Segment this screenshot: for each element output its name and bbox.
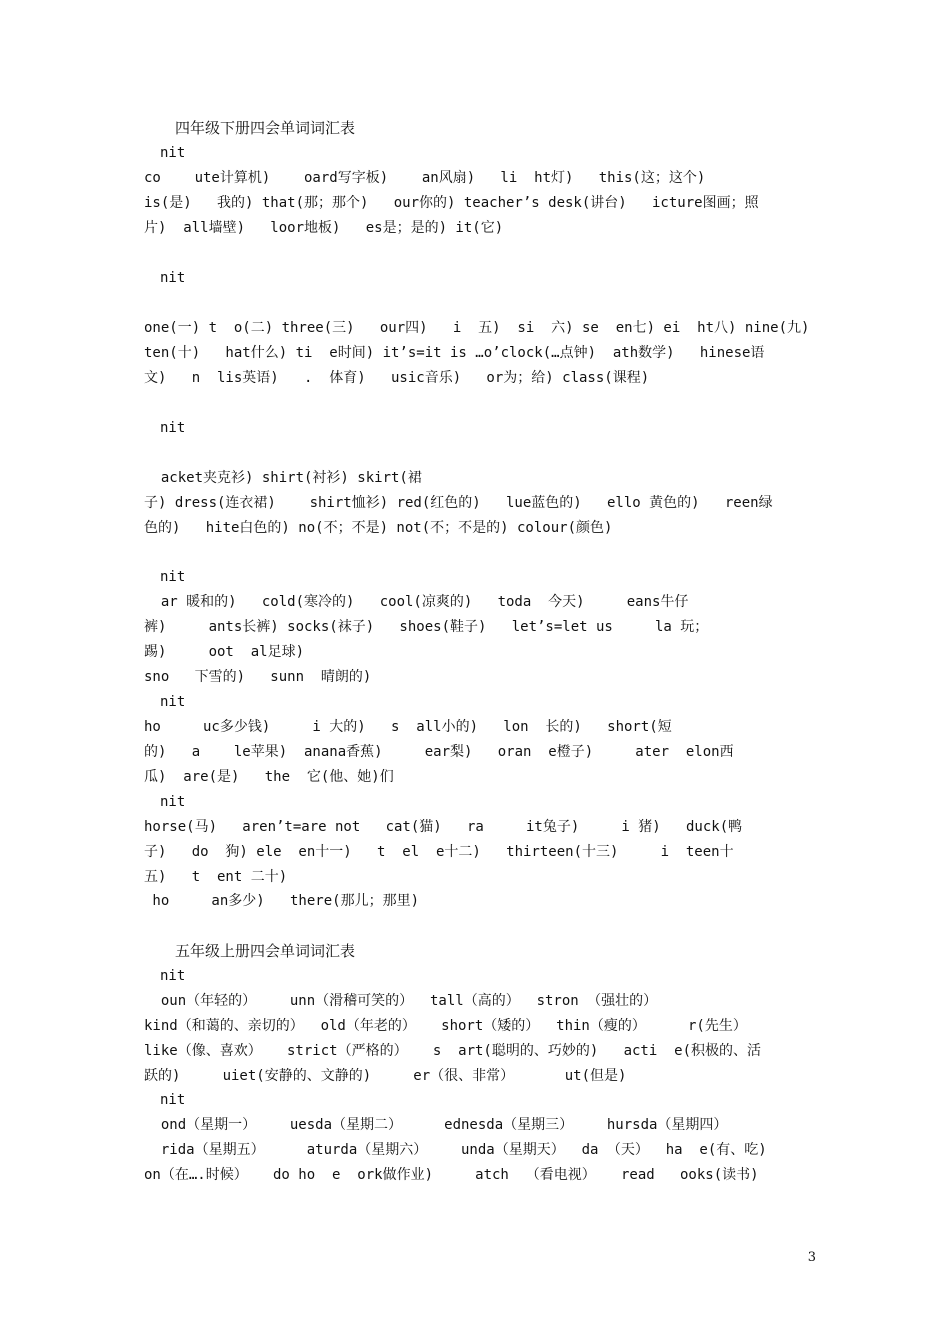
- vocab-line: 文) n lis英语) . 体育) usic音乐) or为；给) class(课程): [144, 370, 650, 386]
- vocab-line: 五) t ent 二十): [144, 869, 288, 885]
- unit-label: nit: [160, 569, 186, 585]
- unit-label: nit: [160, 794, 186, 810]
- unit-label: nit: [160, 968, 186, 984]
- vocab-line: 跃的) uiet(安静的、文静的) er（很、非常） ut(但是): [144, 1068, 627, 1084]
- unit-label: nit: [160, 270, 186, 286]
- vocab-line: 子) do 狗) ele en十一) t el e十二) thirteen(十三) i teen十: [144, 844, 734, 860]
- vocab-line: co ute计算机) oard写字板) an风扇) li ht灯) this(这；这个): [144, 170, 706, 186]
- vocab-line: ten(十) hat什么) ti e时间) it’s=it is …o’clock(…点钟) ath数学) hinese语: [144, 345, 765, 361]
- vocab-line: horse(马) aren’t=are not cat(猫) ra it兔子) i 猪) duck(鸭: [144, 819, 743, 835]
- vocab-line: like（像、喜欢） strict（严格的） s art(聪明的、巧妙的) acti e(积极的、活: [144, 1043, 762, 1059]
- vocab-line: oun（年轻的） unn（滑稽可笑的） tall（高的） stron （强壮的）: [144, 993, 658, 1009]
- unit-label: nit: [160, 1092, 186, 1108]
- vocab-line: rida（星期五） aturda（星期六） unda（星期天） da （天） ha e(有、吃): [144, 1142, 767, 1158]
- vocab-line: sno 下雪的) sunn 晴朗的): [144, 669, 372, 685]
- grade5-heading: 五年级上册四会单词词汇表: [175, 942, 356, 960]
- vocab-line: 裤) ants长裤) socks(袜子) shoes(鞋子) let’s=let us la 玩；: [144, 619, 709, 635]
- vocab-line: 踢) oot al足球): [144, 644, 305, 660]
- vocab-line: ond（星期一） uesda（星期二） ednesda（星期三） hursda（星期四）: [144, 1117, 728, 1133]
- page-number: 3: [807, 1250, 816, 1265]
- vocab-line: acket夹克衫) shirt(衬衫) skirt(裙: [144, 470, 422, 486]
- vocab-line: is(是) 我的) that(那；那个) our你的) teacher’s desk(讲台) icture图画；照: [144, 195, 759, 211]
- vocab-line: 瓜) are(是) the 它(他、她)们: [144, 769, 394, 785]
- vocab-line: 子) dress(连衣裙) shirt恤衫) red(红色的) lue蓝色的) ello 黄色的) reen绿: [144, 495, 773, 511]
- vocab-line: kind（和蔼的、亲切的） old（年老的） short（矮的） thin（瘦的） r(先生）: [144, 1018, 747, 1034]
- vocab-line: ho an多少) there(那儿；那里): [144, 893, 420, 909]
- vocab-line: one(一) t o(二) three(三) our四) i 五) si 六) se en七) ei ht八) nine(九): [144, 320, 810, 336]
- vocab-line: 的) a le苹果) anana香蕉) ear梨) oran e橙子) ater elon西: [144, 744, 734, 760]
- unit-label: nit: [160, 694, 186, 710]
- vocab-line: 色的) hite白色的) no(不；不是) not(不；不是的) colour(颜色): [144, 520, 613, 536]
- vocab-line: on（在….时候） do ho e ork做作业) atch （看电视） read ooks(读书): [144, 1167, 759, 1183]
- unit-label: nit: [160, 420, 186, 436]
- vocab-line: ar 暖和的) cold(寒冷的) cool(凉爽的) toda 今天) eans牛仔: [144, 594, 689, 610]
- grade4-heading: 四年级下册四会单词词汇表: [175, 119, 356, 137]
- unit-label: nit: [160, 145, 186, 161]
- vocab-line: ho uc多少钱) i 大的) s all小的) lon 长的) short(短: [144, 719, 672, 735]
- vocab-line: 片) all墙壁) loor地板) es是；是的) it(它): [144, 220, 504, 236]
